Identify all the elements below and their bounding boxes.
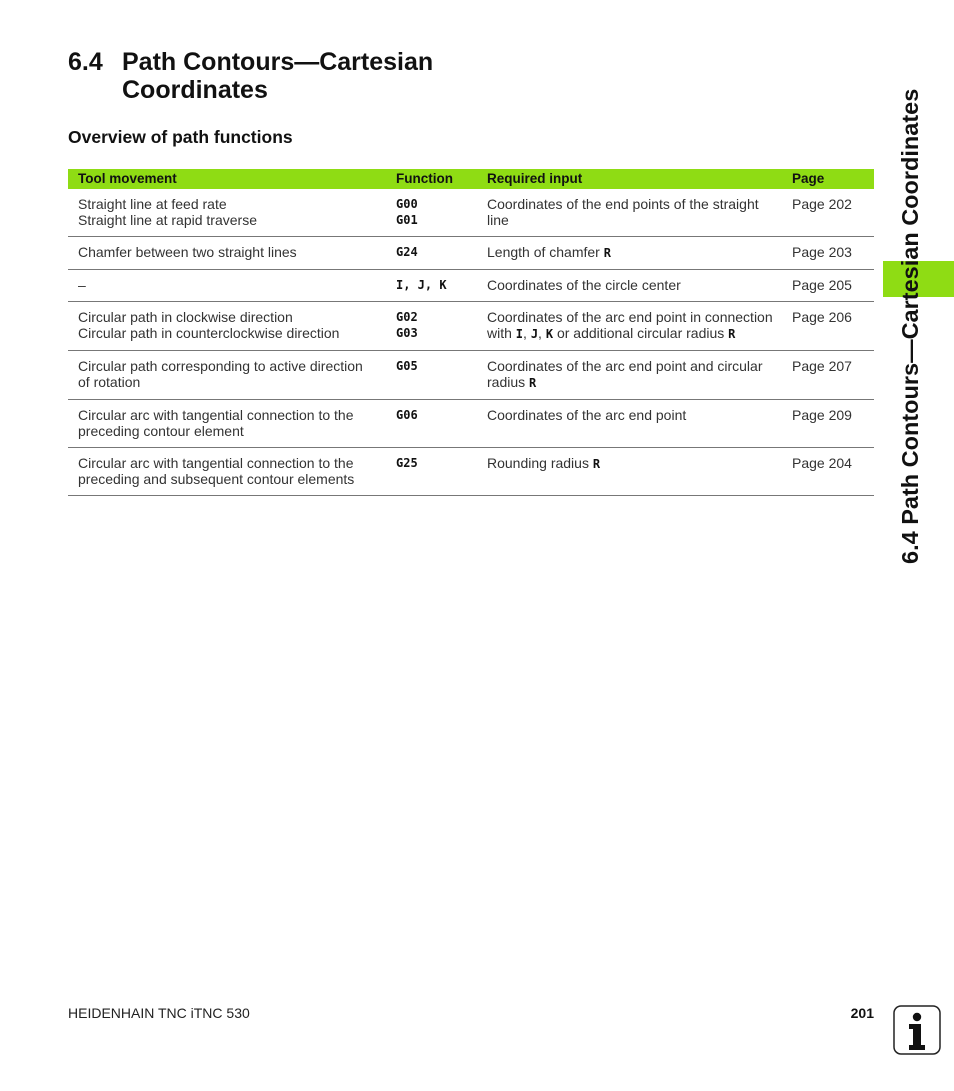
cell-function [386, 270, 477, 302]
header-page: Page [782, 169, 874, 189]
function-code: G06 [396, 408, 418, 422]
input-text: Coordinates of the end points of the straight line [487, 196, 759, 228]
input-parameter: R [603, 246, 611, 260]
movement-text: – [78, 277, 86, 293]
movement-text: Circular path in clockwise direction [78, 309, 293, 325]
function-code: G03 [396, 326, 418, 340]
cell-required-input [477, 237, 782, 270]
footer-page-number: 201 [850, 1005, 874, 1021]
table-row [68, 351, 874, 400]
cell-tool-movement [68, 351, 386, 400]
input-text: Coordinates of the arc end point and circular radius [487, 358, 763, 390]
cell-required-input [477, 448, 782, 496]
cell-page-reference[interactable]: Page 206 [782, 302, 874, 351]
info-icon [893, 1005, 941, 1055]
table-row [68, 302, 874, 351]
table-header-row [68, 169, 874, 189]
input-parameter: I [515, 327, 524, 341]
cell-function [386, 189, 477, 237]
section-title-line1: Path Contours—Cartesian [122, 48, 434, 76]
movement-text: Straight line at feed rate [78, 196, 227, 212]
cell-function [386, 302, 477, 351]
table-row [68, 400, 874, 448]
cell-required-input [477, 351, 782, 400]
section-number: 6.4 [68, 48, 103, 76]
section-title-line2: Coordinates [122, 76, 268, 104]
footer-manual-name: HEIDENHAIN TNC iTNC 530 [68, 1005, 250, 1021]
cell-function [386, 351, 477, 400]
cell-required-input [477, 302, 782, 351]
cell-page-reference[interactable]: Page 202 [782, 189, 874, 237]
cell-page-reference[interactable]: Page 203 [782, 237, 874, 270]
cell-required-input [477, 189, 782, 237]
function-code: I, J, K [396, 278, 447, 292]
cell-page-reference[interactable]: Page 205 [782, 270, 874, 302]
cell-required-input [477, 400, 782, 448]
header-function: Function [386, 169, 477, 189]
header-tool-movement: Tool movement [68, 169, 386, 189]
section-title [68, 48, 433, 104]
input-parameter: R [728, 327, 736, 341]
side-chapter-title [894, 48, 926, 564]
table-row [68, 189, 874, 237]
table-row [68, 270, 874, 302]
movement-text: Circular arc with tangential connection to the preceding and subsequent contour elements [78, 455, 355, 487]
function-code: G05 [396, 359, 418, 373]
cell-tool-movement [68, 189, 386, 237]
movement-text: Chamfer between two straight lines [78, 244, 297, 260]
input-parameter: R [592, 457, 601, 471]
input-parameter: J [530, 327, 539, 341]
movement-text: Straight line at rapid traverse [78, 212, 257, 228]
input-parameter: R [529, 376, 537, 390]
input-text: , [538, 325, 546, 341]
function-code: G25 [396, 456, 418, 470]
input-text: Rounding radius [487, 455, 593, 471]
cell-tool-movement [68, 400, 386, 448]
cell-page-reference[interactable]: Page 204 [782, 448, 874, 496]
input-text: Length of chamfer [487, 244, 604, 260]
input-text: , [523, 325, 531, 341]
movement-text: Circular path in counterclockwise direction [78, 325, 340, 341]
cell-tool-movement [68, 270, 386, 302]
function-code: G24 [396, 245, 418, 259]
cell-page-reference[interactable]: Page 207 [782, 351, 874, 400]
cell-function [386, 448, 477, 496]
table-row [68, 448, 874, 496]
input-text: Coordinates of the arc end point [487, 407, 687, 423]
movement-text: Circular arc with tangential connection to the preceding contour element [78, 407, 354, 439]
side-chapter-title-text: 6.4 Path Contours—Cartesian Coordinates [897, 88, 923, 564]
path-functions-table [68, 169, 874, 496]
cell-tool-movement [68, 237, 386, 270]
input-parameter: K [545, 327, 554, 341]
function-code: G02 [396, 310, 418, 324]
subsection-title: Overview of path functions [68, 127, 293, 147]
function-code: G00 [396, 197, 418, 211]
function-code: G01 [396, 213, 418, 227]
cell-page-reference[interactable]: Page 209 [782, 400, 874, 448]
cell-required-input [477, 270, 782, 302]
input-text: Coordinates of the circle center [487, 277, 681, 293]
header-required-input: Required input [477, 169, 782, 189]
table-row [68, 237, 874, 270]
cell-tool-movement [68, 302, 386, 351]
input-text: or additional circular radius [553, 325, 729, 341]
cell-function [386, 400, 477, 448]
movement-text: Circular path corresponding to active direction of rotation [78, 358, 363, 390]
input-text: Coordinates of the arc end point in connection with [487, 309, 773, 341]
table-body [68, 189, 874, 496]
cell-function [386, 237, 477, 270]
cell-tool-movement [68, 448, 386, 496]
